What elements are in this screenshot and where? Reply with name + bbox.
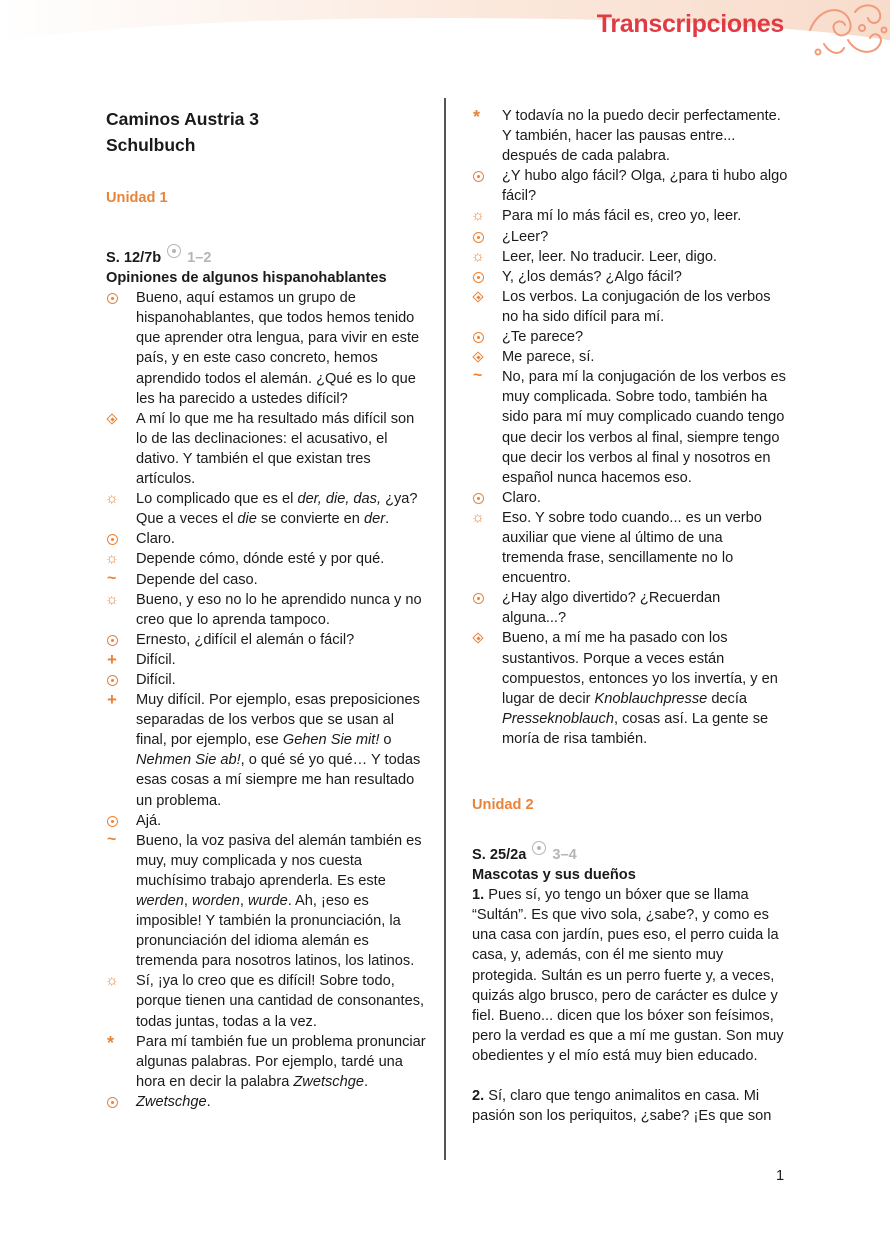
dialogue-line (106, 670, 426, 690)
speaker-target-icon (472, 588, 488, 608)
dialogue-text: Y, ¿los demás? ¿Algo fácil? (502, 268, 682, 285)
dialogue-line (472, 367, 788, 488)
numbered-paragraph (472, 1086, 788, 1126)
dialogue-text: Y todavía no la puedo decir perfectamente. Y también, hacer las pausas entre... después de cada palabra. (502, 108, 781, 165)
dialogue-line (106, 549, 426, 569)
right-column (472, 106, 788, 1126)
dialogue-text: Muy difícil. Por ejemplo, esas preposiciones separadas de los verbos que se usan al final, por ejemplo, ese Gehen Sie mit! o Nehmen Sie ab!, o qué sé yo qué… Y todas esas cosas a mí siempre me han resultado un problema. (136, 692, 421, 809)
unit-2-heading: Unidad 2 (472, 797, 534, 813)
speaker-target-icon (106, 670, 122, 690)
speaker-tilde-icon (472, 367, 488, 387)
dialogue-text: Claro. (136, 531, 175, 548)
dialogue-text: Difícil. (136, 651, 176, 668)
dialogue-line (106, 590, 426, 630)
dialogue-line (472, 106, 788, 166)
unit-2-paragraphs (472, 885, 788, 1126)
speaker-asterisk-icon (472, 106, 488, 126)
speaker-sun-icon (472, 247, 488, 267)
section-heading: S. 12/7b 1–2 (106, 248, 426, 268)
dialogue-line (472, 247, 788, 267)
dialogue-line (106, 529, 426, 549)
speaker-plus-icon (106, 650, 122, 670)
dialogue-text: Claro. (502, 489, 541, 506)
audio-tracks: 3–4 (552, 847, 577, 863)
dialogue-list (472, 106, 788, 749)
dialogue-line (106, 831, 426, 972)
dialogue-line (472, 488, 788, 508)
dialogue-text: ¿Hay algo divertido? ¿Recuerdan alguna...? (502, 590, 721, 627)
dialogue-text: Sí, ¡ya lo creo que es difícil! Sobre todo, porque tienen una cantidad de consonantes, todas juntas, todas a la vez. (136, 973, 425, 1030)
dialogue-text: Difícil. (136, 671, 176, 688)
dialogue-line (472, 206, 788, 226)
dialogue-text: Los verbos. La conjugación de los verbos no ha sido difícil para mí. (502, 288, 771, 325)
dialogue-line (106, 971, 426, 1031)
dialogue-line (472, 227, 788, 247)
dialogue-text: Bueno, y eso no lo he aprendido nunca y no creo que lo aprenda tampoco. (136, 591, 422, 628)
left-column (106, 106, 426, 1112)
dialogue-line (472, 327, 788, 347)
dialogue-line (106, 1092, 426, 1112)
speaker-diamond-icon (106, 409, 122, 429)
dialogue-line (106, 650, 426, 670)
speaker-target-icon (106, 811, 122, 831)
speaker-tilde-icon (106, 831, 122, 851)
dialogue-line (472, 508, 788, 588)
section-subtitle: Mascotas y sus dueños (472, 867, 636, 884)
speaker-target-icon (472, 227, 488, 247)
dialogue-text: Zwetschge. (136, 1093, 211, 1110)
paragraph-number: 1. (472, 887, 485, 904)
dialogue-text: Leer, leer. No traducir. Leer, digo. (502, 248, 717, 265)
unit-1-heading: Unidad 1 (106, 190, 168, 206)
paragraph-text: Pues sí, yo tengo un bóxer que se llama “Sultán”. Es que vivo sola, ¿sabe?, y como es una casa con jardín, pues eso, el perro cuida la casa, y, además, con él me siento muy protegida. Sultán es un perro fuerte y, a veces, quizás algo brusco, pero de carácter es dulce y fiel. Bueno... dicen que los bóxer son feísimos, pero la verdad es que a mí me gustan. Son muy obedientes y el mío está muy bien educado. (472, 887, 784, 1064)
speaker-sun-icon (106, 549, 122, 569)
dialogue-line (472, 588, 788, 628)
speaker-plus-icon (106, 690, 122, 710)
dialogue-text: Para mí lo más fácil es, creo yo, leer. (502, 208, 742, 225)
speaker-target-icon (472, 327, 488, 347)
speaker-target-icon (106, 1092, 122, 1112)
dialogue-text: Depende cómo, dónde esté y por qué. (136, 551, 385, 568)
dialogue-line (472, 166, 788, 206)
speaker-diamond-icon (472, 347, 488, 367)
dialogue-text: Ernesto, ¿difícil el alemán o fácil? (136, 631, 355, 648)
numbered-paragraph (472, 885, 788, 1066)
speaker-target-icon (472, 166, 488, 186)
speaker-sun-icon (106, 489, 122, 509)
dialogue-line (472, 628, 788, 749)
dialogue-line (106, 570, 426, 590)
dialogue-line (472, 287, 788, 327)
speaker-sun-icon (472, 508, 488, 528)
page-number: 1 (776, 1168, 785, 1184)
speaker-diamond-icon (472, 628, 488, 648)
dialogue-line (106, 690, 426, 811)
speaker-target-icon (106, 288, 122, 308)
section-heading: S. 25/2a 3–4 (472, 845, 788, 865)
dialogue-text: Bueno, aquí estamos un grupo de hispanohablantes, que todos hemos tenido que aprender otra lengua, para vivir en este país, y en este caso concreto, hemos aprendido todos el alemán. ¿Qué es lo que les ha parecido a ustedes difícil? (136, 290, 420, 407)
speaker-target-icon (472, 488, 488, 508)
speaker-target-icon (472, 267, 488, 287)
section-subtitle: Opiniones de algunos hispanohablantes (106, 270, 387, 287)
dialogue-text: ¿Te parece? (502, 329, 584, 346)
speaker-target-icon (106, 630, 122, 650)
dialogue-text: A mí lo que me ha resultado más difícil son lo de las declinaciones: el acusativo, el dativo. Y también el que existan tres artículos. (136, 410, 415, 488)
dialogue-line (106, 630, 426, 650)
dialogue-text: Eso. Y sobre todo cuando... es un verbo auxiliar que viene al último de una tremenda frase, sencillamente no lo encuentro. (502, 509, 762, 587)
column-divider (444, 98, 446, 1160)
dialogue-text: ¿Leer? (502, 228, 549, 245)
speaker-sun-icon (472, 206, 488, 226)
dialogue-text: Depende del caso. (136, 571, 258, 588)
dialogue-line (106, 409, 426, 489)
dialogue-text: Bueno, la voz pasiva del alemán también es muy, muy complicada y nos cuesta muchísimo trabajo aprenderla. Es este werden, worden, wurde. Ah, ¡eso es imposible! Y también la pronunciación, la pronunciación del idioma alemán es tremenda para nosotros latinos, los latinos. (136, 832, 422, 970)
speaker-diamond-icon (472, 287, 488, 307)
dialogue-text: Para mí también fue un problema pronunciar algunas palabras. Por ejemplo, tardé una hora en decir la palabra Zwetschge. (136, 1033, 426, 1090)
dialogue-text: Bueno, a mí me ha pasado con los sustantivos. Porque a veces están compuestos, entonces yo los invertía, y en lugar de decir Knoblauchpresse decía Presseknoblauch, cosas así. La gente se moría de risa también. (502, 630, 778, 747)
paragraph-number: 2. (472, 1088, 485, 1105)
book-title: Caminos Austria 3 Schulbuch (106, 109, 260, 155)
speaker-sun-icon (106, 590, 122, 610)
dialogue-text: Ajá. (136, 812, 162, 829)
dialogue-text: No, para mí la conjugación de los verbos es muy complicada. Sobre todo, también ha sido para mí muy complicado cuando tengo que decir los verbos al final, siempre tengo que decir los verbos al final y nosotros en español nunca hacemos eso. (502, 369, 786, 486)
audio-cd-icon (167, 244, 181, 258)
dialogue-line (472, 267, 788, 287)
speaker-sun-icon (106, 971, 122, 991)
page-header-title: Transcripciones (596, 10, 784, 38)
dialogue-line (106, 288, 426, 409)
speaker-asterisk-icon (106, 1032, 122, 1052)
dialogue-line (106, 811, 426, 831)
audio-cd-icon (532, 841, 546, 855)
dialogue-text: Me parece, sí. (502, 349, 595, 366)
dialogue-line (106, 1032, 426, 1092)
dialogue-text: Lo complicado que es el der, die, das, ¿ya? Que a veces el die se convierte en der. (136, 491, 418, 528)
dialogue-line (472, 347, 788, 367)
dialogue-text: ¿Y hubo algo fácil? Olga, ¿para ti hubo algo fácil? (502, 168, 788, 205)
speaker-tilde-icon (106, 570, 122, 590)
speaker-target-icon (106, 529, 122, 549)
floral-ornament-icon (800, 0, 890, 62)
dialogue-list (106, 288, 426, 1112)
dialogue-line (106, 489, 426, 529)
audio-tracks: 1–2 (187, 250, 212, 266)
paragraph-text: Sí, claro que tengo animalitos en casa. Mi pasión son los periquitos, ¿sabe? ¡Es que son (472, 1088, 772, 1125)
